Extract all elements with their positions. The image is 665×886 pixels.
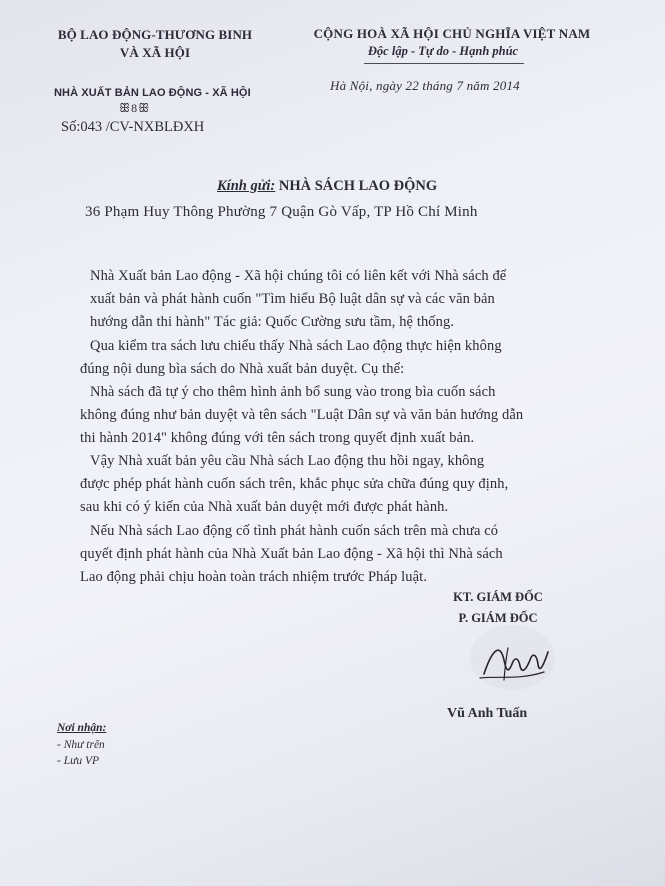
paragraph-line: Lao động phải chịu hoàn toàn trách nhiệm trước Pháp luật. [80, 569, 427, 585]
body-paragraph-2 [80, 335, 610, 381]
body-paragraph-5 [80, 520, 610, 589]
document-date: Hà Nội, ngày 22 tháng 7 năm 2014 [330, 78, 520, 93]
paragraph-line: Vậy Nhà xuất bản yêu cầu Nhà sách Lao động thu hồi ngay, không [90, 453, 485, 469]
paragraph-line: Nếu Nhà sách Lao động cố tình phát hành cuốn sách trên mà chưa có [90, 523, 499, 539]
country-name: CỘNG HOÀ XÃ HỘI CHỦ NGHĨA VIỆT NAM [313, 26, 591, 41]
paragraph-line: Qua kiểm tra sách lưu chiểu thấy Nhà sách Lao động thực hiện không [90, 338, 502, 354]
ministry-line-2: VÀ XÃ HỘI [119, 45, 191, 60]
body-paragraph-4 [80, 450, 610, 519]
signer-name: Vũ Anh Tuấn [447, 706, 528, 721]
motto-underline [364, 63, 524, 64]
recipients-title: Nơi nhận: [57, 722, 107, 734]
paragraph-line: đúng nội dung bìa sách do Nhà xuất bản duyệt. Cụ thể: [80, 361, 405, 377]
paragraph-line: thi hành 2014" không đúng với tên sách trong quyết định xuất bản. [80, 430, 475, 446]
signature-title [433, 587, 563, 629]
body-paragraph-3 [80, 381, 610, 450]
paragraph-line: xuất bản và phát hành cuốn "Tìm hiểu Bộ luật dân sự và các văn bản [90, 291, 495, 307]
body-paragraph-1 [90, 265, 610, 334]
recipient-prefix: Kính gửi: [217, 178, 276, 194]
recipient-address: 36 Phạm Huy Thông Phường 7 Quận Gò Vấp, TP Hồ Chí Minh [85, 204, 478, 220]
paragraph-line: được phép phát hành cuốn sách trên, khắc phục sửa chữa đúng quy định, [80, 476, 509, 492]
recipient-line [217, 178, 437, 195]
paragraph-line: quyết định phát hành của Nhà Xuất bản Lao động - Xã hội thì Nhà sách [80, 546, 503, 562]
national-motto: Độc lập - Tự do - Hạnh phúc [367, 44, 519, 58]
recipients-item: - Như trên [57, 739, 105, 751]
paragraph-line: Nhà Xuất bản Lao động - Xã hội chúng tôi có liên kết với Nhà sách để [90, 268, 507, 284]
publisher-name: NHÀ XUẤT BẢN LAO ĐỘNG - XÃ HỘI [54, 87, 251, 99]
paragraph-line: sau khi có ý kiến của Nhà xuất bản duyệt mới được phát hành. [80, 499, 449, 515]
ministry-line-1: BỘ LAO ĐỘNG-THƯƠNG BINH [57, 27, 253, 42]
recipients-item: - Lưu VP [57, 755, 100, 767]
handwritten-signature [478, 630, 558, 690]
paragraph-line: hướng dẫn thi hành" Tác giả: Quốc Cường sưu tầm, hệ thống. [90, 314, 455, 330]
document-number: Số:043 /CV-NXBLĐXH [61, 119, 205, 135]
recipient-name: NHÀ SÁCH LAO ĐỘNG [278, 178, 438, 194]
paragraph-line: không đúng như bản duyệt và tên sách "Luật Dân sự và văn bản hướng dẫn [80, 407, 524, 423]
ornament-divider: ꕥ8ꕥ [119, 101, 151, 115]
ministry-name [36, 26, 274, 62]
paragraph-line: Nhà sách đã tự ý cho thêm hình ảnh bổ sung vào trong bìa cuốn sách [90, 384, 496, 400]
signature-title-line-2: P. GIÁM ĐỐC [458, 611, 538, 625]
signature-title-line-1: KT. GIÁM ĐỐC [453, 590, 543, 604]
